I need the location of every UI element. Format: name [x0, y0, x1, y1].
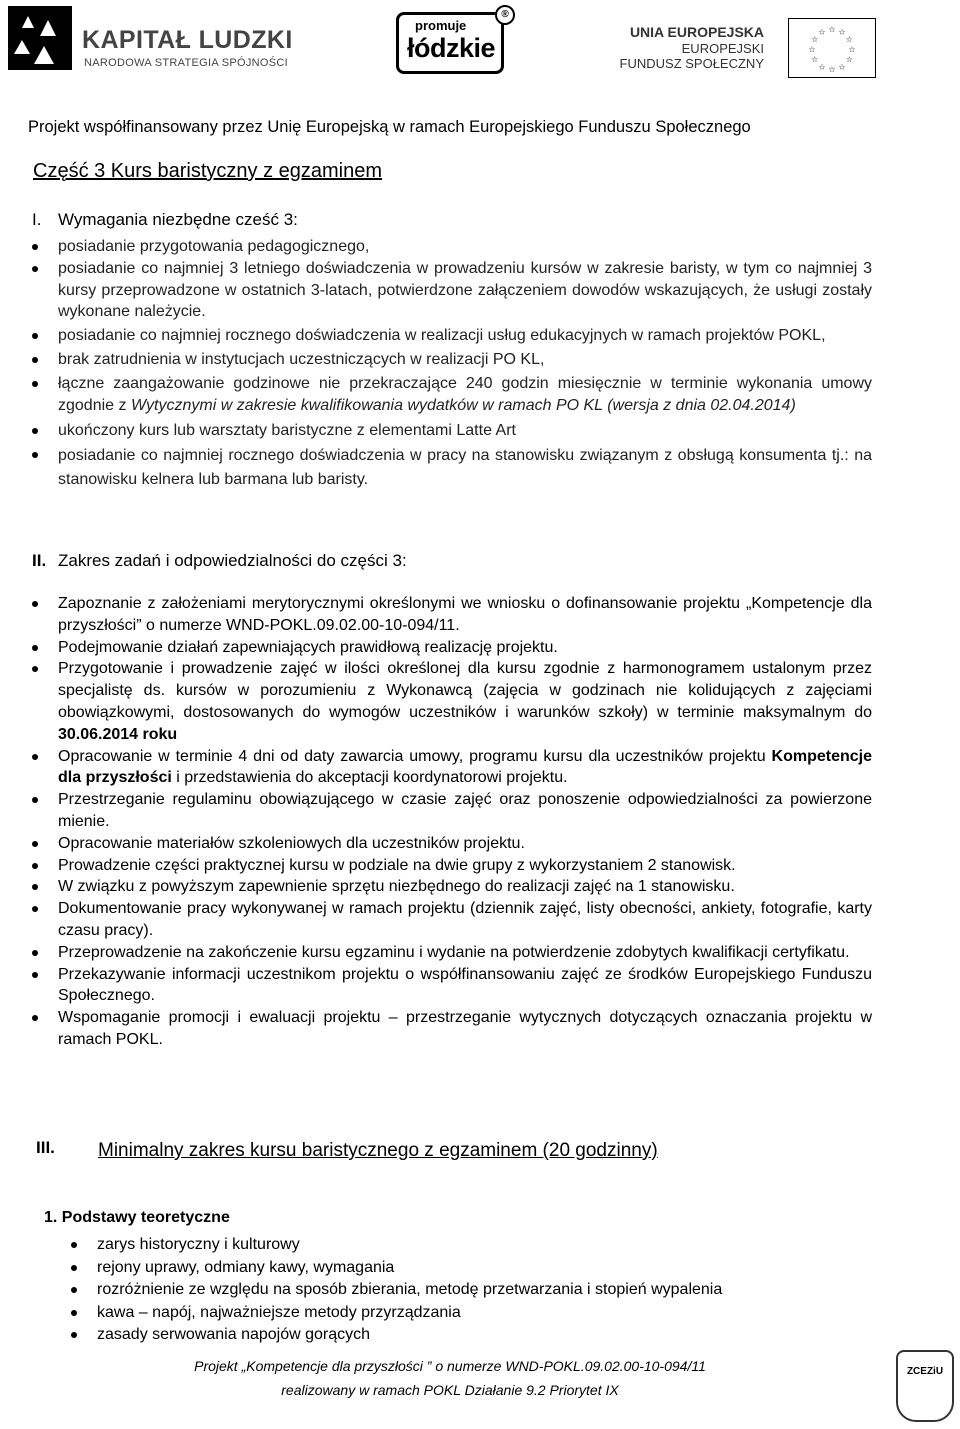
item-text: Przygotowanie i prowadzenie zajęć w ilości określonej dla kursu zgodnie z harmonogramem ustalonym przez specjalistę ds. kursów w porozumieniu z Wykonawcą (zajęcia w godzinach nie kolidujących z zajęciami obowiązkowymi, dostosowanych do wymogów uczestników i warunków szkoły) w terminie maksymalnym do [58, 660, 872, 721]
eu-star-icon: ☆ [828, 65, 836, 74]
footer-project-line: Projekt „Kompetencje dla przyszłości ” o numerze WND-POKL.09.02.00-10-094/11 [194, 1358, 706, 1374]
section-2-title: Zakres zadań i odpowiedzialności do części 3: [58, 551, 407, 570]
list-item: zasady serwowania napojów gorących [97, 1324, 877, 1347]
kapital-ludzki-subtitle: NARODOWA STRATEGIA SPÓJNOŚCI [84, 57, 288, 69]
list-item: Prowadzenie części praktycznej kursu w podziale na dwie grupy z wykorzystaniem 2 stanowisk. [58, 855, 872, 877]
section-2-list [58, 593, 872, 1051]
list-item [58, 373, 872, 417]
list-item: posiadanie przygotowania pedagogicznego, [58, 236, 872, 258]
list-item: Przestrzeganie regulaminu obowiązującego w czasie zajęć oraz ponoszenie odpowiedzialności za powierzone mienie. [58, 789, 872, 833]
section-3-number: III. [36, 1138, 55, 1157]
eu-logo-line2: EUROPEJSKI [681, 41, 764, 56]
item-text-bold: 30.06.2014 roku [58, 725, 178, 743]
eu-flag-icon [788, 18, 876, 78]
item-text: Opracowanie w terminie 4 dni od daty zawarcia umowy, programu kursu dla uczestników projektu [58, 747, 772, 765]
item-text: i przedstawienia do akceptacji koordynatorowi projektu. [171, 769, 568, 787]
section-3-list [97, 1234, 877, 1347]
list-item: posiadanie co najmniej rocznego doświadczenia w pracy na stanowisku związanym z obsługą konsumenta tj.: na stanowisku kelnera lub barmana lub baristy. [58, 444, 872, 492]
list-item [58, 746, 872, 790]
promuje-lodzkie-logo [396, 9, 509, 74]
eu-star-icon: ☆ [845, 35, 853, 44]
list-item: W związku z powyższym zapewnienie sprzętu niezbędnego do realizacji zajęć na 1 stanowisku. [58, 876, 872, 898]
list-item: Wspomaganie promocji i ewaluacji projektu – przestrzeganie wytycznych dotyczących oznaczania projektu w ramach POKL. [58, 1007, 872, 1051]
section-3-title: Minimalny zakres kursu baristycznego z egzaminem (20 godzinny) [98, 1140, 658, 1161]
eu-star-icon: ☆ [811, 35, 819, 44]
list-item: Opracowanie materiałów szkoleniowych dla uczestników projektu. [58, 833, 872, 855]
section-1-list [58, 236, 872, 492]
list-item: Przekazywanie informacji uczestnikom projektu o współfinansowaniu zajęć ze środków Europejskiego Funduszu Społecznego. [58, 964, 872, 1008]
list-item: Zapoznanie z założeniami merytorycznymi określonymi we wniosku o dofinansowanie projektu „Kompetencje dla przyszłości” o numerze WND-POKL.09.02.00-10-094/11. [58, 593, 872, 637]
eu-logo-line1: UNIA EUROPEJSKA [629, 24, 764, 40]
list-item: Przeprowadzenie na zakończenie kursu egzaminu i wydanie na potwierdzenie zdobytych kwalifikacji certyfikatu. [58, 942, 872, 964]
lodz-logo-main: łódzkie [407, 33, 496, 63]
section-3-subheading: 1. Podstawy teoretyczne [44, 1209, 230, 1226]
eu-star-icon: ☆ [818, 62, 826, 72]
section-1-heading [32, 210, 298, 230]
list-item: rozróżnienie ze względu na sposób zbierania, metodę przetwarzania i stopień wypalenia [97, 1279, 877, 1302]
cofinanced-note: Projekt współfinansowany przez Unię Europejską w ramach Europejskiego Funduszu Społecznego [28, 118, 751, 136]
footer-program-line: realizowany w ramach POKL Działanie 9.2 Priorytet IX [281, 1382, 619, 1398]
eu-star-icon: ☆ [838, 62, 846, 72]
list-item [58, 658, 872, 745]
section-2-number: II. [32, 551, 47, 570]
list-item: ukończony kurs lub warsztaty baristyczne z elementami Latte Art [58, 420, 872, 442]
eu-logo [619, 18, 954, 88]
eu-logo-line3: FUNDUSZ SPOŁECZNY [619, 56, 764, 71]
kapital-ludzki-logo [8, 6, 308, 84]
kapital-ludzki-title: KAPITAŁ LUDZKI [82, 26, 293, 54]
list-item: posiadanie co najmniej 3 letniego doświadczenia w prowadzeniu kursów w zakresie baristy, w tym co najmniej 3 kursy przeprowadzone w ostatnich 3-latach, potwierdzone załączeniem dowodów wskazujących, że usługi zostały wykonane należycie. [58, 258, 872, 323]
list-item: posiadanie co najmniej rocznego doświadczenia w realizacji usług edukacyjnych w ramach projektów POKL, [58, 325, 872, 347]
list-item: kawa – napój, najważniejsze metody przyrządzania [97, 1302, 877, 1325]
eu-star-icon: ☆ [845, 55, 853, 64]
list-item: Podejmowanie działań zapewniających prawidłową realizację projektu. [58, 637, 872, 659]
list-item: zarys historyczny i kulturowy [97, 1234, 877, 1257]
section-1-number: I. [32, 210, 42, 229]
eu-star-icon: ☆ [818, 27, 826, 37]
item-text: łączne zaangażowanie godzinowe nie przekraczające 240 godzin miesięcznie w terminie wykonania umowy zgodnie z [58, 374, 872, 414]
item-text-bold: Kompetencje dla przyszłości [58, 747, 872, 787]
list-item: Dokumentowanie pracy wykonywanej w ramach projektu (dziennik zajęć, listy obecności, ankiety, fotografie, karty czasu pracy). [58, 898, 872, 942]
section-2-heading [32, 551, 407, 571]
kapital-ludzki-emblem [8, 6, 72, 70]
school-seal-icon [896, 1350, 954, 1422]
eu-star-icon: ☆ [811, 55, 819, 64]
registered-mark: ® [495, 5, 515, 25]
eu-star-icon: ☆ [838, 27, 846, 37]
page-header [0, 0, 960, 136]
eu-star-icon: ☆ [808, 45, 816, 54]
lodz-logo-pre: promuje [415, 18, 467, 33]
eu-star-icon: ☆ [848, 45, 856, 54]
section-1-title: Wymagania niezbędne cześć 3: [58, 210, 298, 229]
list-item: rejony uprawy, odmiany kawy, wymagania [97, 1257, 877, 1280]
part-title: Część 3 Kurs baristyczny z egzaminem [33, 160, 383, 182]
seal-text: ZCEZiU [906, 1366, 944, 1377]
eu-star-icon: ☆ [828, 25, 836, 34]
list-item: brak zatrudnienia w instytucjach uczestniczących w realizacji PO KL, [58, 349, 872, 371]
item-text-italic: Wytycznymi w zakresie kwalifikowania wydatków w ramach PO KL (wersja z dnia 02.04.2014) [130, 396, 796, 414]
